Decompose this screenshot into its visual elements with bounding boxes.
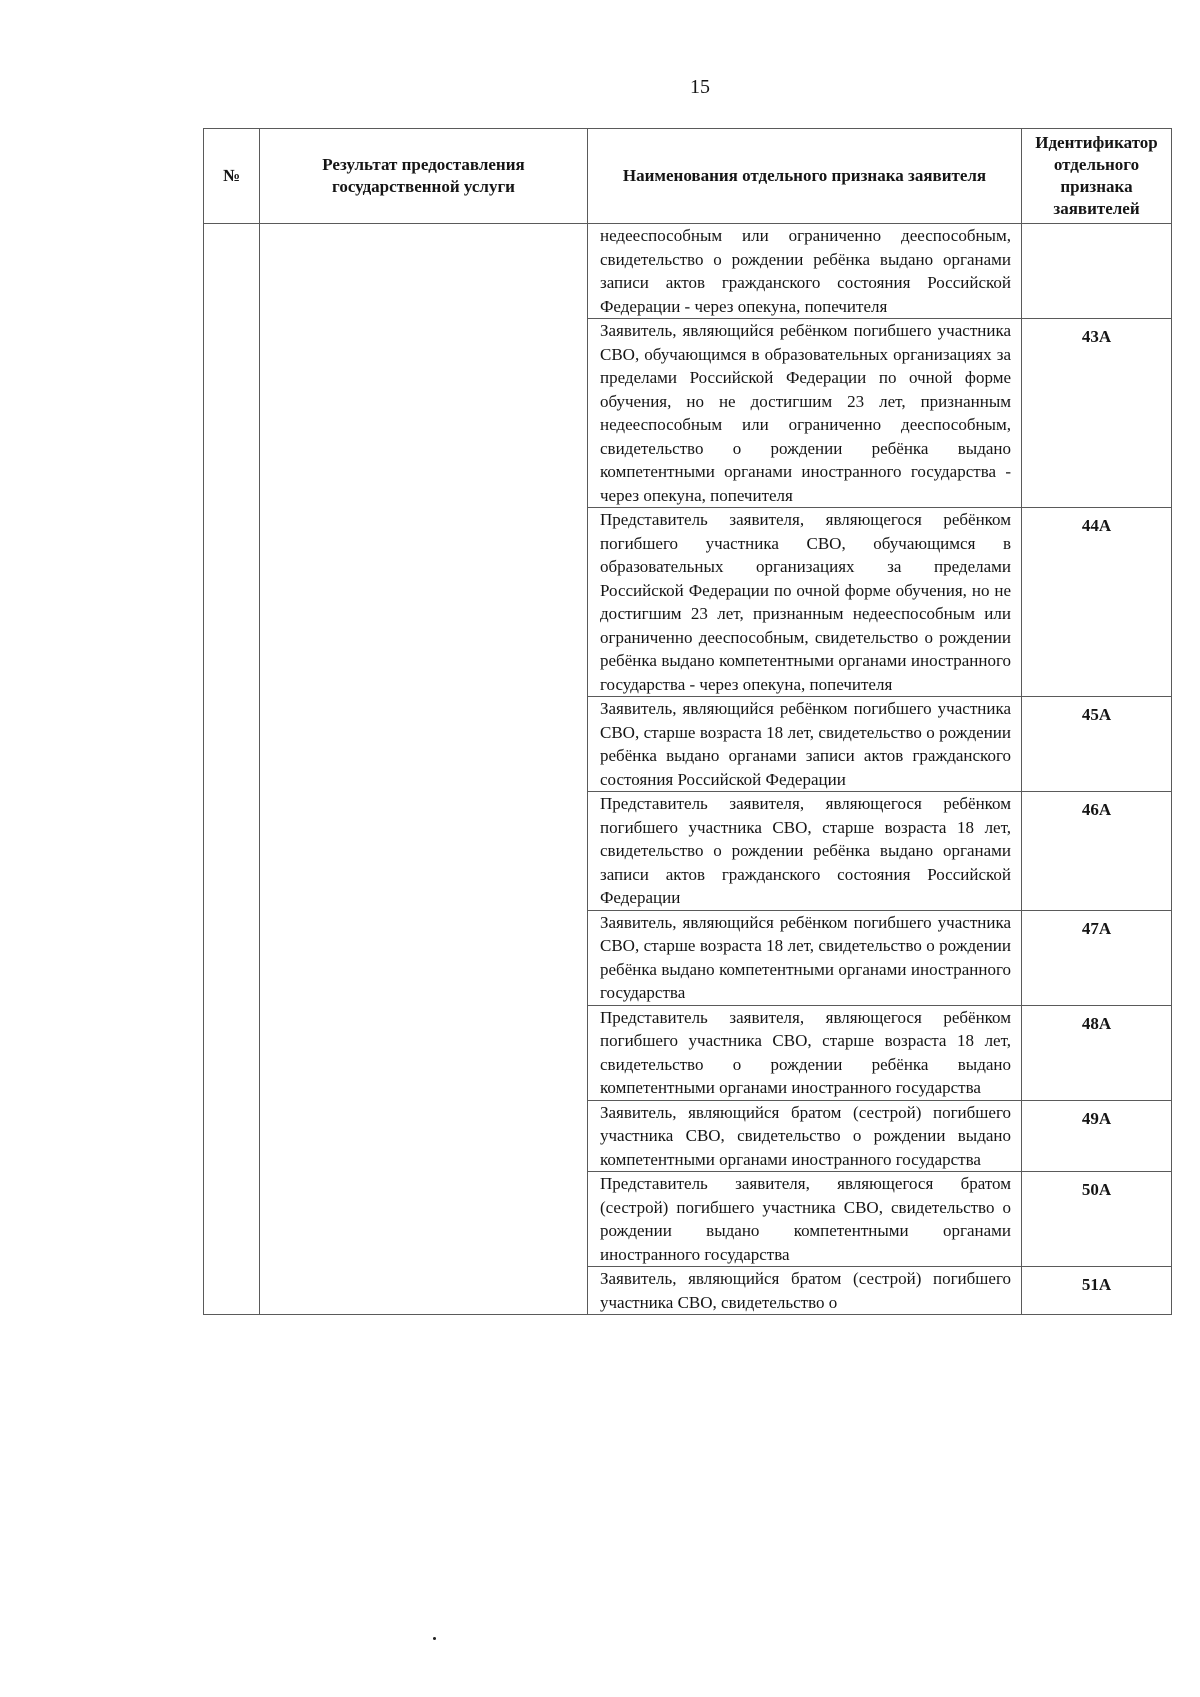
attribute-description: Заявитель, являющийся ребёнком погибшего участника СВО, старше возраста 18 лет, свидетельство о рождении ребёнка выдано органами записи актов гражданского состояния Российской Федерации bbox=[588, 697, 1022, 792]
attribute-description: Представитель заявителя, являющегося ребёнком погибшего участника СВО, обучающимся в образовательных организациях за пределами Российской Федерации по очной форме обучения, но не достигшим 23 лет, признанным недееспособным или ограниченно дееспособным, свидетельство о рождении ребёнка выдано компетентными органами иностранного государства - через опекуна, попечителя bbox=[588, 508, 1022, 697]
header-result: Результат предоставления государственной услуги bbox=[260, 129, 588, 224]
attribute-description: Заявитель, являющийся братом (сестрой) погибшего участника СВО, свидетельство о рождении выдано компетентными органами иностранного государства bbox=[588, 1100, 1022, 1172]
header-identifier: Идентификатор отдельного признака заявителей bbox=[1022, 129, 1172, 224]
attribute-description: Заявитель, являющийся братом (сестрой) погибшего участника СВО, свидетельство о bbox=[588, 1267, 1022, 1315]
attribute-identifier bbox=[1022, 224, 1172, 319]
attribute-description: недееспособным или ограниченно дееспособным, свидетельство о рождении ребёнка выдано органами записи актов гражданского состояния Российской Федерации - через опекуна, попечителя bbox=[588, 224, 1022, 319]
page-number: 15 bbox=[690, 76, 710, 98]
attribute-identifier: 50А bbox=[1022, 1172, 1172, 1267]
attribute-identifier: 44А bbox=[1022, 508, 1172, 697]
attribute-identifier: 49А bbox=[1022, 1100, 1172, 1172]
attribute-identifier: 47А bbox=[1022, 910, 1172, 1005]
attribute-identifier: 51А bbox=[1022, 1267, 1172, 1315]
header-attribute-name: Наименования отдельного признака заявителя bbox=[588, 129, 1022, 224]
attribute-description: Представитель заявителя, являющегося ребёнком погибшего участника СВО, старше возраста 18 лет, свидетельство о рождении ребёнка выдано компетентными органами иностранного государства bbox=[588, 1005, 1022, 1100]
attribute-identifier: 45А bbox=[1022, 697, 1172, 792]
table-row bbox=[204, 224, 1172, 319]
header-number: № bbox=[204, 129, 260, 224]
attribute-description: Заявитель, являющийся ребёнком погибшего участника СВО, старше возраста 18 лет, свидетельство о рождении ребёнка выдано компетентными органами иностранного государства bbox=[588, 910, 1022, 1005]
number-cell bbox=[204, 224, 260, 1315]
attribute-description: Представитель заявителя, являющегося братом (сестрой) погибшего участника СВО, свидетельство о рождении выдано компетентными органами иностранного государства bbox=[588, 1172, 1022, 1267]
attribute-identifier: 46А bbox=[1022, 792, 1172, 911]
attribute-identifier: 48А bbox=[1022, 1005, 1172, 1100]
applicant-attributes-table bbox=[203, 128, 1172, 1315]
attribute-description: Представитель заявителя, являющегося ребёнком погибшего участника СВО, старше возраста 18 лет, свидетельство о рождении ребёнка выдано органами записи актов гражданского состояния Российской Федерации bbox=[588, 792, 1022, 911]
stray-dot-mark bbox=[433, 1637, 436, 1640]
attribute-description: Заявитель, являющийся ребёнком погибшего участника СВО, обучающимся в образовательных организациях за пределами Российской Федерации по очной форме обучения, но не достигшим 23 лет, признанным недееспособным или ограниченно дееспособным, свидетельство о рождении ребёнка выдано компетентными органами иностранного государства - через опекуна, попечителя bbox=[588, 319, 1022, 508]
attribute-identifier: 43А bbox=[1022, 319, 1172, 508]
table-header-row bbox=[204, 129, 1172, 224]
result-cell bbox=[260, 224, 588, 1315]
